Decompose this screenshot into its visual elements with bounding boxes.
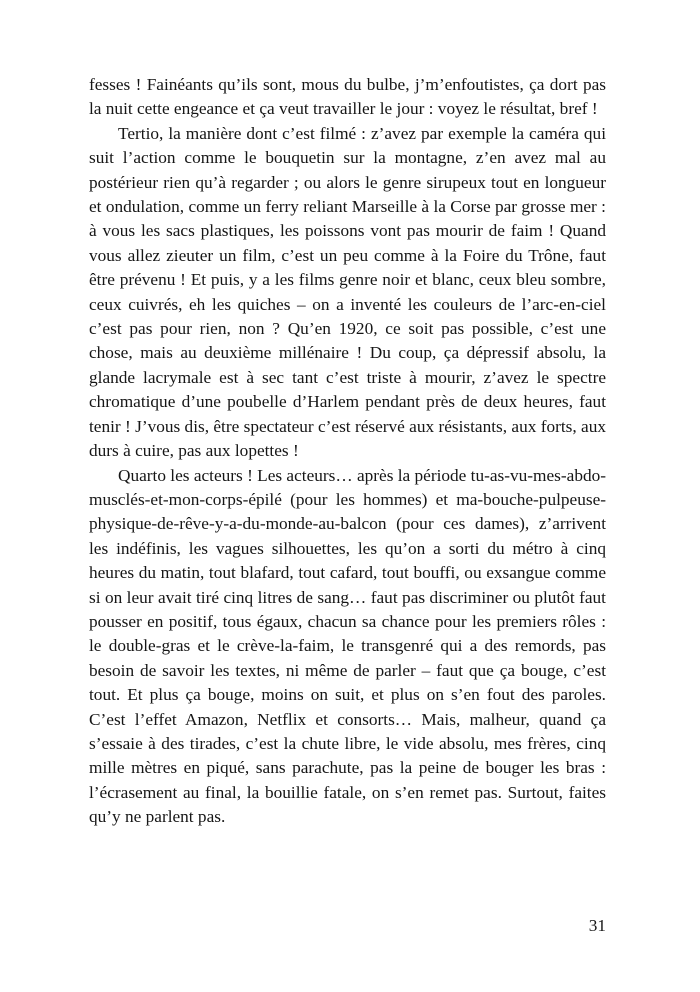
paragraph-continuation: fesses ! Fainéants qu’ils sont, mous du bulbe, j’m’enfoutistes, ça dort pas la nuit cette engeance et ça veut travailler le jour : voyez le résultat, bref ! (89, 75, 606, 119)
paragraph-quarto: Quarto les acteurs ! Les acteurs… après la période tu-as-vu-mes-abdo-musclés-et-mon-corps-épilé (pour les hommes) et ma-bouche-pulpeuse-physique-de-rêve-y-a-du-monde-au-balcon (pour ces dames), z’arrivent les indéfinis, les vagues silhouettes, les qu’on a sorti du métro à cinq heures du matin, tout blafard, tout cafard, tout bouffi, ou exsangue comme si on leur avait tiré cinq litres de sang… faut pas discriminer ou plutôt faut pousser en positif, tous égaux, chacun sa chance pour les premiers rôles : le double-gras et le crève-la-faim, le transgenré qui a des remords, pas besoin de savoir les textes, ni même de parler – faut que ça bouge, c’est tout. Et plus ça bouge, moins on suit, et plus on s’en fout des paroles. C’est l’effet Amazon, Netflix et consorts… Mais, malheur, quand ça s’essaie à des tirades, c’est la chute libre, le vide absolu, mes frères, cinq mille mètres en piqué, sans parachute, pas la peine de bouger les bras : l’écrasement au final, la bouillie fatale, on s’en remet pas. Surtout, faites qu’y ne parlent pas. (89, 465, 606, 827)
page-number: 31 (588, 916, 606, 935)
page-text-block (89, 73, 606, 830)
paragraph-tertio: Tertio, la manière dont c’est filmé : z’avez par exemple la caméra qui suit l’action comme le bouquetin sur la montagne, z’en avez mal au postérieur rien qu’à regarder ; ou alors le genre sirupeux tout en longueur et ondulation, comme un ferry reliant Marseille à la Corse par grosse mer : à vous les sacs plastiques, les poissons vont pas mourir de faim ! Quand vous allez zieuter un film, c’est un peu comme à la Foire du Trône, faut être prévenu ! Et puis, y a les films genre noir et blanc, ceux bleu sombre, ceux cuivrés, eh les quiches – on a inventé les couleurs de l’arc-en-ciel c’est pas pour rien, non ? Qu’en 1920, ce soit pas possible, c’est une chose, mais au deuxième millénaire ! Du coup, ça dépressif absolu, la glande lacrymale est à sec tant c’est triste à mourir, z’avez le spectre chromatique d’une poubelle d’Harlem pendant près de deux heures, faut tenir ! J’vous dis, être spectateur c’est réservé aux résistants, aux forts, aux durs à cuire, pas aux lopettes ! (89, 123, 606, 461)
